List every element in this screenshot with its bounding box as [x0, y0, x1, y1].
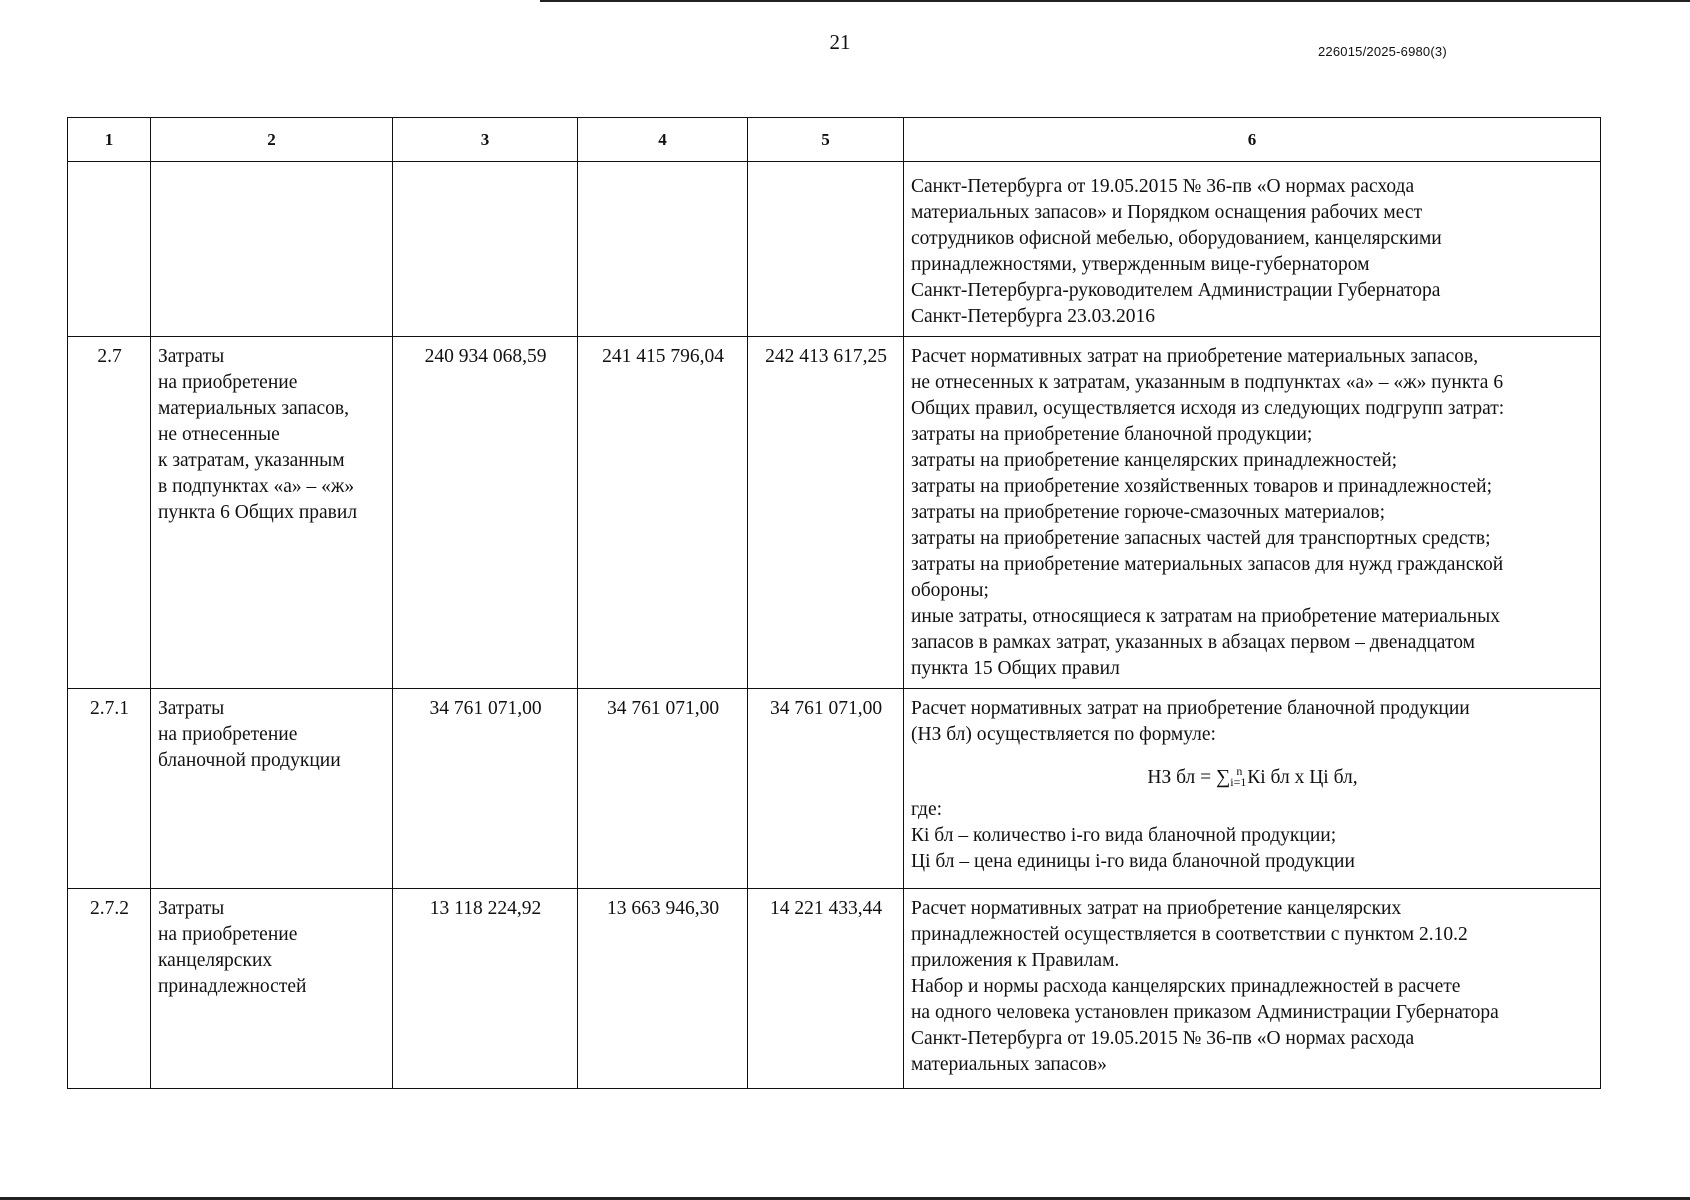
cost-name-line: Затраты [158, 346, 225, 367]
description-line: Расчет нормативных затрат на приобретение канцелярских [911, 898, 1402, 919]
cost-table [67, 117, 1601, 1089]
formula-lhs: НЗ бл = [1147, 767, 1216, 788]
page-number: 21 [829, 30, 851, 54]
description-line: Санкт-Петербурга-руководителем Администрации Губернатора [911, 280, 1441, 301]
description-line: затраты на приобретение горюче-смазочных материалов; [911, 502, 1386, 523]
description-line: пункта 15 Общих правил [911, 658, 1120, 679]
cost-name-line: материальных запасов, [158, 398, 350, 419]
scan-edge-top [540, 0, 1690, 2]
description-cell [904, 162, 1601, 337]
row-number: 2.7.2 [68, 889, 151, 1089]
column-header: 6 [904, 118, 1601, 162]
description-line: Общих правил, осуществляется исходя из следующих подгрупп затрат: [911, 398, 1505, 419]
value-col3: 34 761 071,00 [393, 689, 578, 889]
column-header: 3 [393, 118, 578, 162]
description-cell [904, 689, 1601, 889]
description-line: приложения к Правилам. [911, 950, 1120, 971]
description-line: материальных запасов» и Порядком оснащения рабочих мест [911, 202, 1423, 223]
cost-name-line: бланочной продукции [158, 750, 341, 771]
cost-name-cell [151, 689, 393, 889]
value-col3: 13 118 224,92 [393, 889, 578, 1089]
cost-name-line: на приобретение [158, 372, 298, 393]
cost-name-line: на приобретение [158, 924, 298, 945]
cost-name-line: не отнесенные [158, 424, 280, 445]
description-line: Расчет нормативных затрат на приобретение бланочной продукции [911, 698, 1470, 719]
cost-name-line: принадлежностей [158, 976, 307, 997]
value-col4: 241 415 796,04 [578, 337, 748, 689]
description-line: обороны; [911, 580, 989, 601]
value-col5: 242 413 617,25 [748, 337, 904, 689]
sum-symbol: ∑ [1216, 766, 1231, 788]
row-number: 2.7.1 [68, 689, 151, 889]
description-line: (НЗ бл) осуществляется по формуле: [911, 724, 1216, 745]
cell-empty [578, 162, 748, 337]
description-line: не отнесенных к затратам, указанным в подпунктах «а» – «ж» пункта 6 [911, 372, 1504, 393]
table-row [68, 689, 1601, 889]
description-cell [904, 889, 1601, 1089]
description-line: затраты на приобретение бланочной продукции; [911, 424, 1313, 445]
description-line: Расчет нормативных затрат на приобретение материальных запасов, [911, 346, 1479, 367]
description-line: затраты на приобретение хозяйственных товаров и принадлежностей; [911, 476, 1493, 497]
cost-name-line: на приобретение [158, 724, 298, 745]
cost-name-line: пункта 6 Общих правил [158, 502, 358, 523]
table-row-continuation [68, 162, 1601, 337]
value-col4: 13 663 946,30 [578, 889, 748, 1089]
description-line: материальных запасов» [911, 1054, 1107, 1075]
formula [911, 758, 1594, 795]
column-header: 5 [748, 118, 904, 162]
cost-name-line: к затратам, указанным [158, 450, 345, 471]
value-col5: 14 221 433,44 [748, 889, 904, 1089]
description-line: принадлежностей осуществляется в соответствии с пунктом 2.10.2 [911, 924, 1468, 945]
value-col4: 34 761 071,00 [578, 689, 748, 889]
description-line: Набор и нормы расхода канцелярских принадлежностей в расчете [911, 976, 1461, 997]
row-number: 2.7 [68, 337, 151, 689]
table-row [68, 889, 1601, 1089]
cost-name-line: в подпунктах «а» – «ж» [158, 476, 355, 497]
description-cell [904, 337, 1601, 689]
description-line: иные затраты, относящиеся к затратам на приобретение материальных [911, 606, 1500, 627]
value-col5: 34 761 071,00 [748, 689, 904, 889]
sum-lower-limit: i=1 [1230, 775, 1247, 789]
cost-name-cell [151, 889, 393, 1089]
cost-name-line: Затраты [158, 898, 225, 919]
sum-upper-limit: n [1236, 764, 1243, 778]
cell-empty [68, 162, 151, 337]
description-line: сотрудников офисной мебелью, оборудованием, канцелярскими [911, 228, 1442, 249]
description-line: Кi бл – количество i-го вида бланочной продукции; [911, 825, 1337, 846]
description-line: Санкт-Петербурга от 19.05.2015 № 36-пв «О нормах расхода [911, 176, 1415, 197]
cost-name-line: канцелярских [158, 950, 273, 971]
column-header: 2 [151, 118, 393, 162]
document-code: 226015/2025-6980(3) [1318, 44, 1447, 59]
formula-rhs: Кi бл x Цi бл, [1242, 767, 1358, 788]
description-line: принадлежностями, утвержденным вице-губернатором [911, 254, 1370, 275]
description-line: Цi бл – цена единицы i-го вида бланочной продукции [911, 851, 1355, 872]
description-line: затраты на приобретение материальных запасов для нужд гражданской [911, 554, 1504, 575]
description-line: затраты на приобретение запасных частей для транспортных средств; [911, 528, 1491, 549]
cell-empty [748, 162, 904, 337]
description-line: затраты на приобретение канцелярских принадлежностей; [911, 450, 1398, 471]
column-header: 4 [578, 118, 748, 162]
value-col3: 240 934 068,59 [393, 337, 578, 689]
table-row [68, 337, 1601, 689]
description-line: где: [911, 799, 943, 820]
table-header-row [68, 118, 1601, 162]
description-line: Санкт-Петербурга 23.03.2016 [911, 306, 1155, 327]
cost-name-cell [151, 337, 393, 689]
cell-empty [393, 162, 578, 337]
column-header: 1 [68, 118, 151, 162]
cell-empty [151, 162, 393, 337]
description-line: Санкт-Петербурга от 19.05.2015 № 36-пв «О нормах расхода [911, 1028, 1415, 1049]
description-line: запасов в рамках затрат, указанных в абзацах первом – двенадцатом [911, 632, 1475, 653]
cost-name-line: Затраты [158, 698, 225, 719]
description-line: на одного человека установлен приказом Администрации Губернатора [911, 1002, 1499, 1023]
